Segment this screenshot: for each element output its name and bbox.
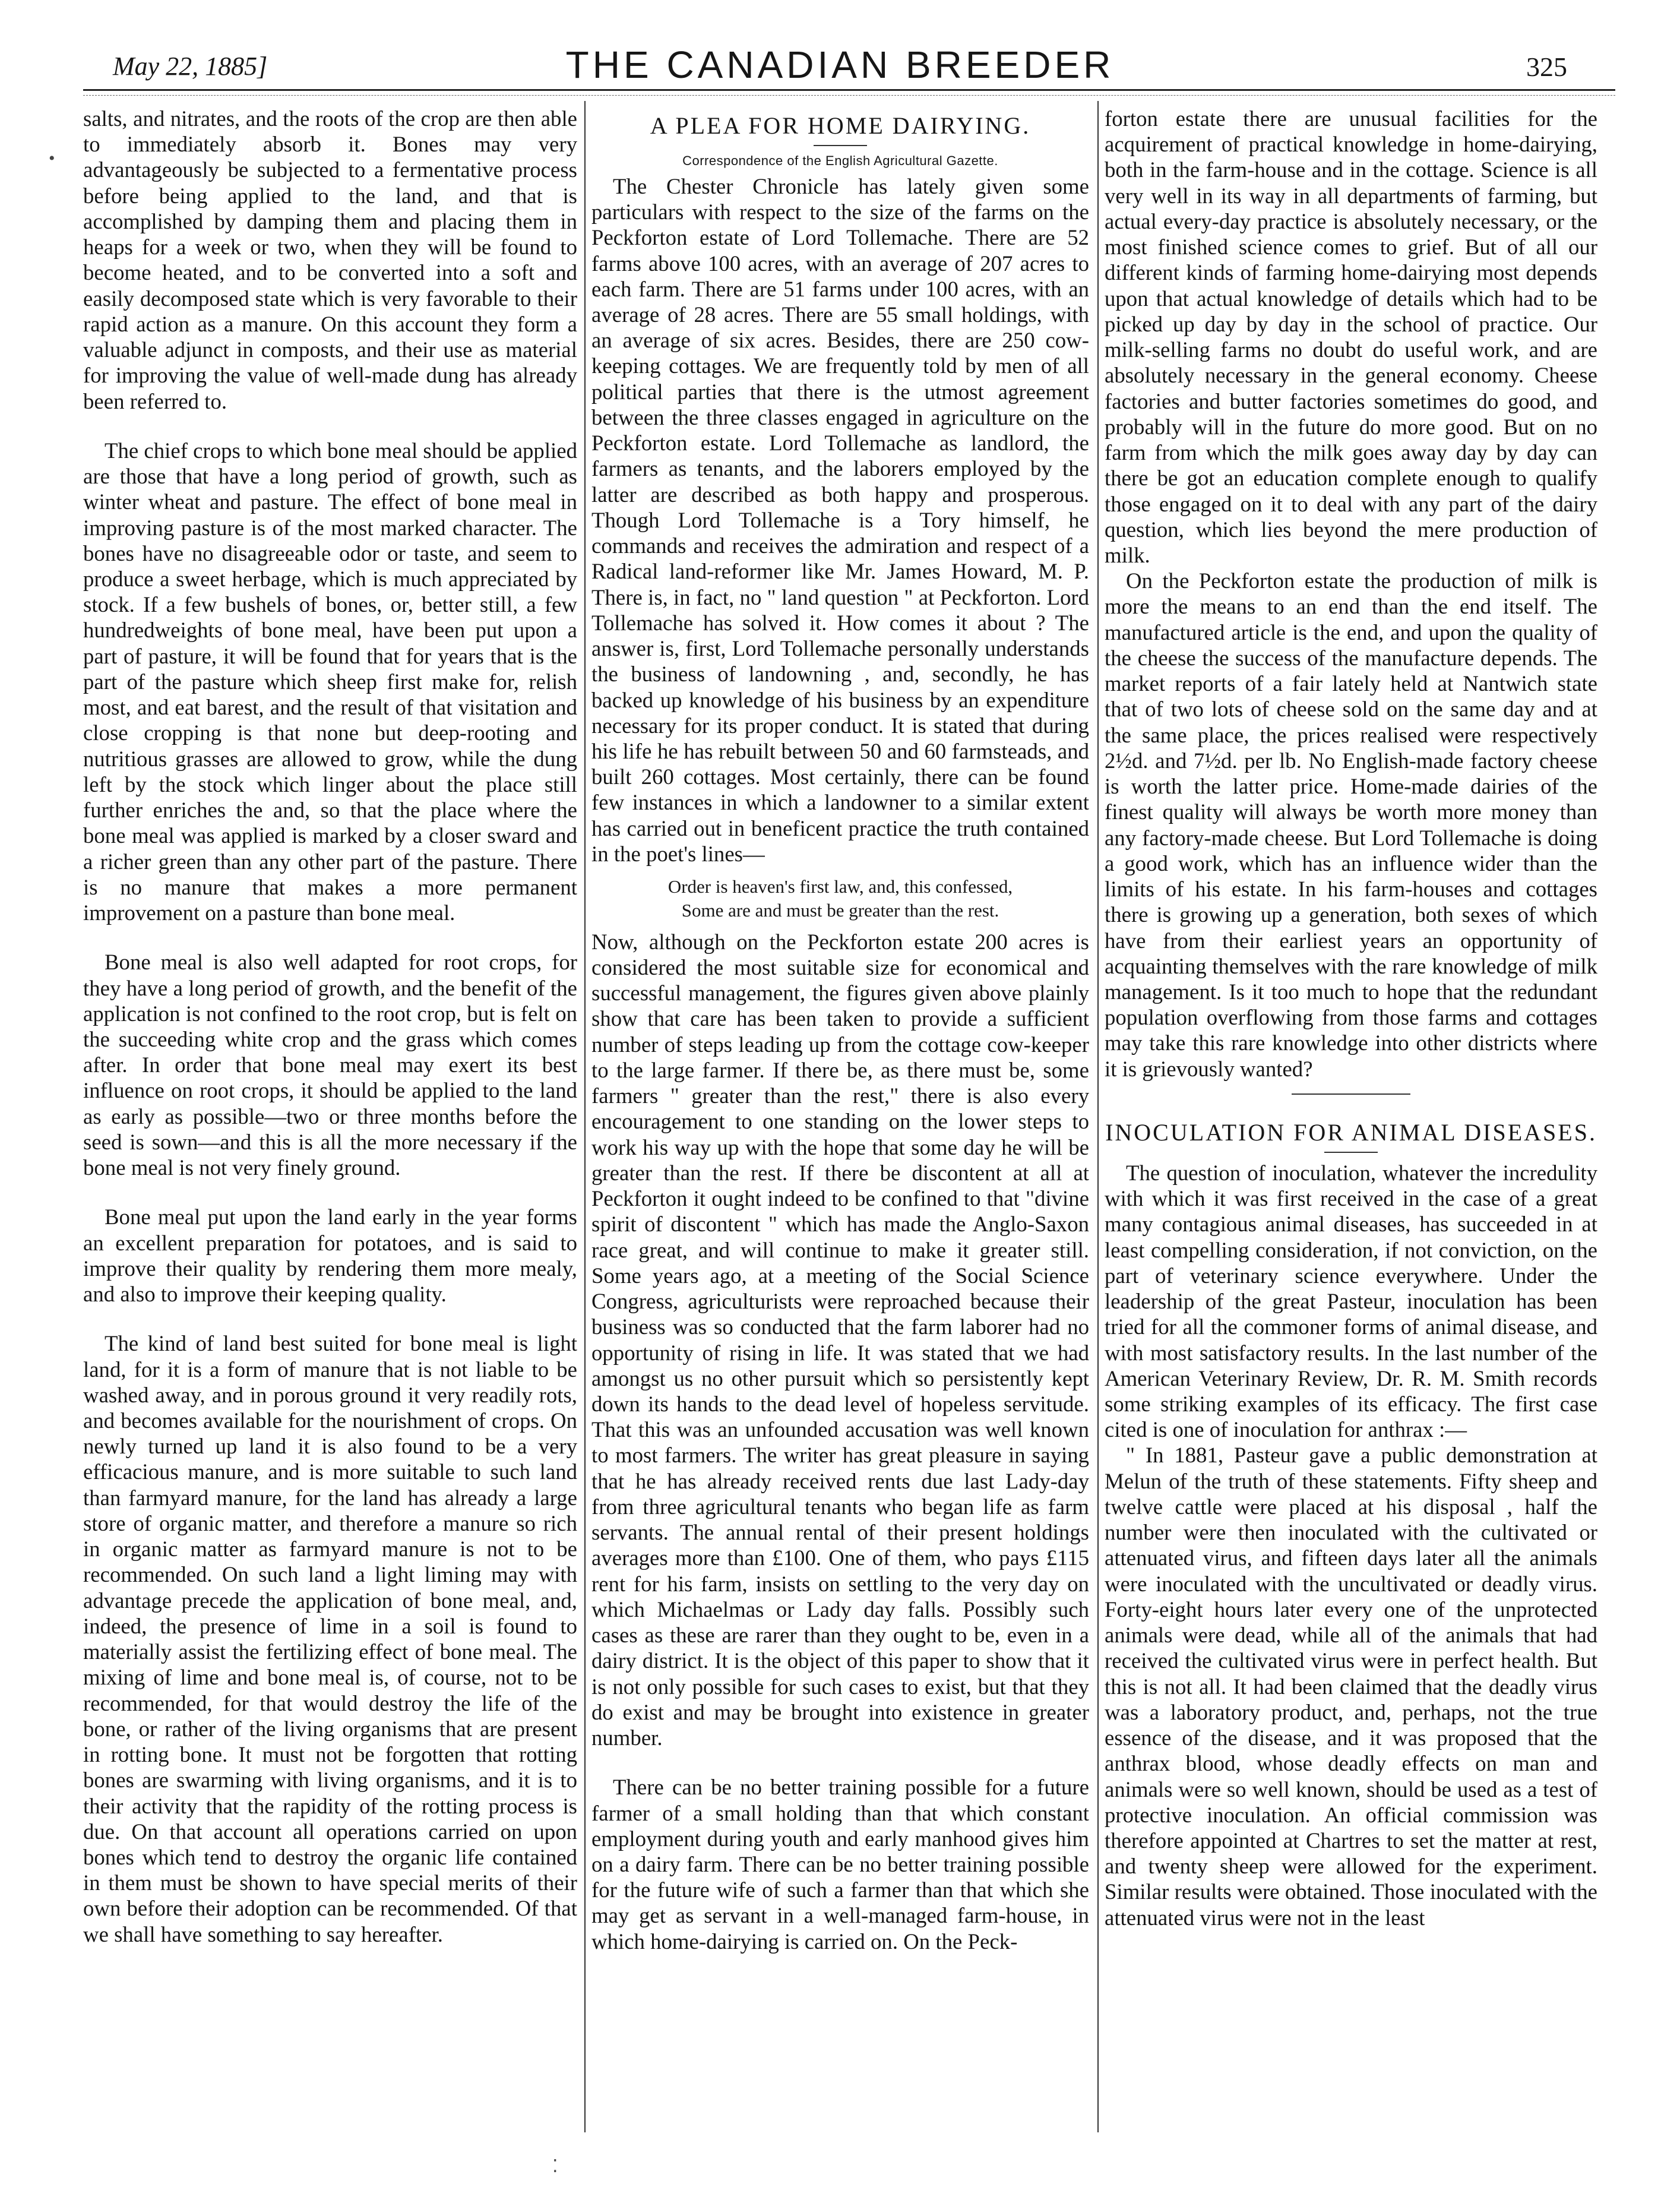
article-paragraph: Bone meal is also well adapted for root crops, for they have a long period of growth, and the benefit of the application is not confined to the root crop, but is felt on the succeeding white crop and the grass which comes after. In order that bone meal may exert its best influence on root crops, it should be applied to the land as early as possible—two or three months before the seed is sown—and this is all the more necessary if the bone meal is not very finely ground. [83, 950, 577, 1180]
bottom-mark: ⁚ [552, 2157, 558, 2176]
article-paragraph: salts, and nitrates, and the roots of the crop are then able to immediately absorb it. Bones may very advantageously be subjected to a fermentative process before being applied to the land, and that is accomplished by damping them and placing them in heaps for a week or two, when they will be found to become heated, and to be converted into a soft and easily decomposed state which is very favorable to their rapid action as a manure. On this account they form a valuable adjunct in composts, and their use as material for improving the value of well-made dung has already been referred to. [83, 106, 577, 413]
heading-rule [1324, 1152, 1378, 1153]
margin-mark: • [49, 148, 55, 168]
header-rule [83, 89, 1615, 91]
article-byline: Correspondence of the English Agricultural Gazette. [682, 153, 998, 168]
article-paragraph: " In 1881, Pasteur gave a public demonstration at Melun of the truth of these statements. Fifty sheep and twelve cattle were placed at his disposal , half the number were then inoculated with the cultivated or attenuated virus, and fifteen days later all the animals were inoculated with the uncultivated or deadly virus. Forty-eight hours later every one of the unprotected animals were dead, while all of the animals that had received the cultivated virus were in perfect health. But this is not all. It had been claimed that the deadly virus was a laboratory product, and, perhaps, not the true essence of the disease, and it was proposed that the anthrax blood, whose deadly effects on man and animals were so well known, should be used as a test of protective inoculation. An official commission was therefore appointed at Chartres to set the matter at rest, and twenty sheep were allowed for the experiment. Similar results were obtained. Those inoculated with the attenuated virus were not in the least [1105, 1443, 1597, 1930]
column-divider-1 [584, 101, 586, 2132]
column-divider-2 [1097, 101, 1099, 2132]
article-paragraph: The chief crops to which bone meal should be applied are those that have a long period of growth, such as winter wheat and pasture. The effect of bone meal in improving pasture is of the most marked character. The bones have no disagreeable odor or taste, and seem to produce a sweet herbage, which is much appreciated by stock. If a few bushels of bones, or, better still, a few hundredweights of bone meal, have been put upon a part of pasture, it will be found that for years that is the part of the pasture which sheep first make for, relish most, and eat barest, and the result of that visitation and close cropping is that none but deep-rooting and nutritious grasses are allowed to grow, while the dung left by the stock which linger about the place still further enriches the and, so that the place where the bone meal was applied is marked by a closer sward and a richer green than any other part of the pasture. There is no manure that makes a more permanent improvement on a pasture than bone meal. [83, 438, 578, 925]
article-paragraph: Now, although on the Peckforton estate 200 acres is considered the most suitable size for economical and successful management, the figures given above plainly show that care has been taken to provide a sufficient number of steps leading up from the cottage cow-keeper to the large farmer. If there be, as there must be, some farmers " greater than the rest," there is also every encouragement to one standing on the lower steps to work his way up with the hope that some day he will be greater than the rest. If there be discontent at all at Peckforton it ought indeed to be confined to that "divine spirit of discontent " which has made the Anglo-Saxon race great, and will continue to make it greater still. Some years ago, at a meeting of the Social Science Congress, agriculturists were reproached because their business was so conducted that the farm laborer had no opportunity of rising in life. It was stated that we had amongst us no other pursuit which so persistently kept down its hands to the dead level of hopeless servitude. That this was an unfounded accusation was well known to most farmers. The writer has great pleasure in saying that he has already received rents due last Lady-day from three agricultural tenants who began life as farm servants. The annual rental of their present holdings averages more than £100. One of them, who pays £115 rent for his farm, insists on settling to the very day on which Michaelmas or Lady day falls. Possibly such cases as these are rarer than they ought to be, even in a dairy district. It is the object of this paper to show that it is not only possible for such cases to exist, but that they do exist and may be brought into existence in greater number. [591, 929, 1089, 1750]
article-heading-home-dairying: A PLEA FOR HOME DAIRYING. [650, 112, 1031, 139]
poem-line: Order is heaven's first law, and, this confessed, [667, 876, 1013, 897]
heading-rule [814, 145, 867, 146]
article-paragraph: forton estate there are unusual facilities for the acquirement of practical knowledge in home-dairying, both in the farm-house and in the cottage. Science is all very well in its way in all departments of farming, but actual every-day practice is absolutely necessary, or the most finished science comes to grief. But of all our different kinds of farming home-dairying most depends upon that actual knowledge of details which had to be picked up day by day in the school of practice. Our milk-selling farms no doubt do useful work, and are absolutely necessary in the general economy. Cheese factories and butter factories sometimes do good, and probably will in the future do more good. But on no farm from which the milk goes away day by day can there be got an education complete enough to qualify those engaged on it to deal with any part of the dairy question, which lies beyond the mere production of milk. [1105, 106, 1597, 567]
article-paragraph: The kind of land best suited for bone meal is light land, for it is a form of manure that is not liable to be washed away, and in porous ground it very readily rots, and becomes available for the nourishment of crops. On newly turned up land it is also found to be a very efficacious manure, and is more suitable to such land than farmyard manure, for the land has already a large store of organic matter, and therefore a manure so rich in organic matter as farmyard manure is not to be recommended. On such land a light liming may with advantage precede the application of bone meal, and, indeed, the presence of lime in a soil is found to materially assist the fertilizing effect of bone meal. The mixing of lime and bone meal is, of course, not to be recommended, for that would destroy the life of the bone, or rather of the living organisms that are present in rotting bone. It must not be forgotten that rotting bones are swarming with living organisms, and it is to their activity that the rapidity of the rotting process is due. On that account all operations carried on upon bones which tend to destroy the organic life contained in them must be shown to have special merits of their own before their adoption can be recommended. Of that we shall have something to say hereafter. [83, 1331, 577, 1946]
poem-quote [591, 875, 1089, 923]
column-3 [1105, 106, 1597, 1930]
article-paragraph: The question of inoculation, whatever the incredulity with which it was first received in the case of a great many contagious animal diseases, has succeeded in at least compelling consideration, if not conviction, on the part of veterinary science everywhere. Under the leadership of the great Pasteur, inoculation has been tried for all the commoner forms of animal disease, and with most satisfactory results. In the last number of the American Veterinary Review, Dr. R. M. Smith records some striking examples of its efficacy. The first case cited is one of inoculation for anthrax :— [1105, 1160, 1597, 1442]
column-2 [591, 106, 1089, 1954]
article-paragraph: Bone meal put upon the land early in the year forms an excellent preparation for potatoes, and is said to improve their quality by rendering them more mealy, and also to improve their keeping quality. [83, 1205, 577, 1307]
article-paragraph: On the Peckforton estate the production of milk is more the means to an end than the end itself. The manufactured article is the end, and upon the quality of the cheese the success of the manufacture depends. The market reports of a fair lately held at Nantwich state that of two lots of cheese sold on the same day and at the same place, the prices realised were respectively 2½d. and 7½d. per lb. No English-made factory cheese is worth the latter price. Home-made dairies of the finest quality will always be worth more money than any factory-made cheese. But Lord Tollemache is doing a good work, which has an influence wider than the limits of his estate. In his farm-houses and cottages there is growing up a generation, both sexes of which have from their earliest years an opportunity of acquainting themselves with the rare knowledge of milk management. Is it too much to hope that the redundant population overflowing from those farms and cottages may take this rare knowledge into other districts where it is grievously wanted? [1105, 568, 1597, 1081]
article-paragraph: There can be no better training possible for a future farmer of a small holding than that which constant employment during youth and early manhood gives him on a dairy farm. There can be no better training possible for the future wife of such a farmer than that which she may get as servant in a well-managed farm-house, in which home-dairying is carried on. On the Peck- [591, 1775, 1089, 1954]
header-rule-dashed [83, 95, 1615, 96]
article-paragraph: The Chester Chronicle has lately given some particulars with respect to the size of the farms on the Peckforton estate of Lord Tollemache. There are 52 farms above 100 acres, with an average of 207 acres to each farm. There are 51 farms under 100 acres, with an average of 28 acres. There are 55 small holdings, with an average of six acres. Besides, there are 250 cow-keeping cottages. We are frequently told by men of all political parties that there is the utmost agreement between the three classes engaged in agriculture on the Peckforton estate. Lord Tollemache as landlord, the farmers as tenants, and the laborers employed by the latter are described as both happy and prosperous. Though Lord Tollemache is a Tory himself, he commands and receives the admiration and respect of a Radical land-reformer like Mr. James Howard, M. P. There is, in fact, no " land question " at Peckforton. Lord Tollemache has solved it. How comes it about ? The answer is, first, Lord Tollemache personally understands the business of landowning , and, secondly, he has backed up knowledge of his business by an expenditure necessary for its proper conduct. It is stated that during his life he has rebuilt between 50 and 60 farmsteads, and built 260 cottages. Most certainly, there can be found few instances in which a landowner to a similar extent has carried out in beneficent practice the truth contained in the poet's lines— [591, 173, 1089, 866]
article-heading-inoculation: INOCULATION FOR ANIMAL DISEASES. [1105, 1118, 1597, 1146]
column-1 [83, 106, 577, 1947]
section-rule [1292, 1094, 1410, 1095]
issue-date: May 22, 1885] [113, 52, 268, 81]
masthead [0, 40, 1680, 106]
poem-line: Some are and must be greater than the rest. [681, 900, 999, 921]
page-number: 325 [1526, 52, 1567, 82]
publication-title: THE CANADIAN BREEDER [565, 43, 1115, 86]
